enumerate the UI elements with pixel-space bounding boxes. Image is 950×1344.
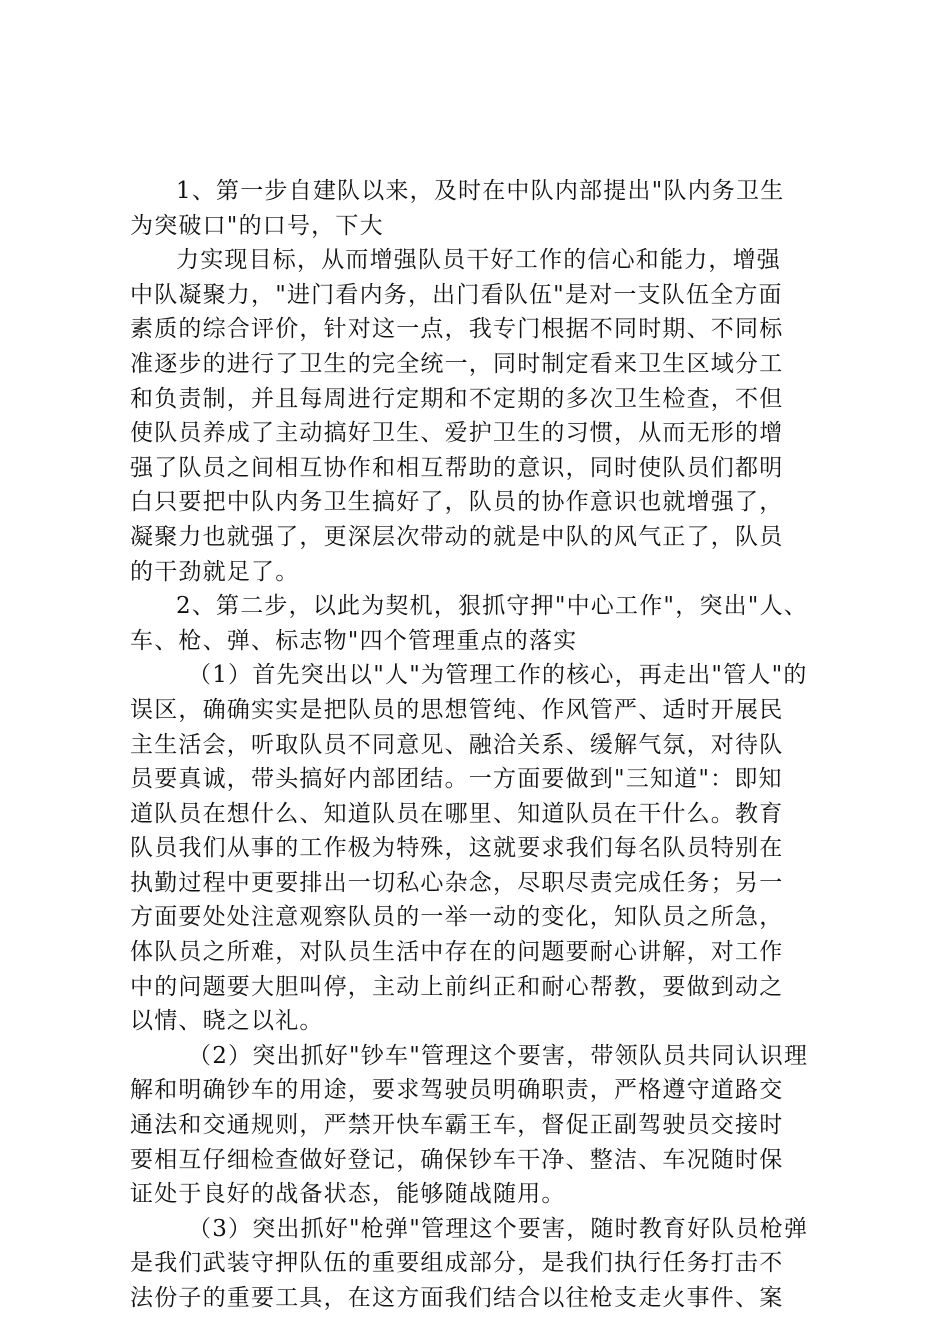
- text-line: 队员我们从事的工作极为特殊，这就要求我们每名队员特别在: [130, 835, 784, 862]
- text-line: 方面要处处注意观察队员的一举一动的变化，知队员之所急，: [130, 904, 784, 931]
- text-line: 中的问题要大胆叫停，主动上前纠正和耐心帮教，要做到动之: [130, 973, 784, 1000]
- text-line: 强了队员之间相互协作和相互帮助的意识，同时使队员们都明: [130, 454, 784, 481]
- text-line: （2）突出抓好"钞车"管理这个要害，带领队员共同认识理: [188, 1042, 809, 1069]
- text-line: 通法和交通规则，严禁开快车霸王车，督促正副驾驶员交接时: [130, 1112, 784, 1139]
- text-line: 和负责制，并且每周进行定期和不定期的多次卫生检查，不但: [130, 385, 784, 412]
- text-line: 误区，确确实实是把队员的思想管纯、作风管严、适时开展民: [130, 696, 784, 723]
- text-line: 使队员养成了主动搞好卫生、爱护卫生的习惯，从而无形的增: [130, 420, 784, 447]
- text-line: 证处于良好的战备状态，能够随战随用。: [130, 1181, 566, 1208]
- text-line: 是我们武装守押队伍的重要组成部分，是我们执行任务打击不: [130, 1250, 784, 1277]
- text-line: 力实现目标，从而增强队员干好工作的信心和能力，增强: [176, 247, 781, 274]
- text-line: 体队员之所难，对队员生活中存在的问题要耐心讲解，对工作: [130, 939, 784, 966]
- text-line: 的干劲就足了。: [130, 558, 300, 585]
- text-line: 准逐步的进行了卫生的完全统一，同时制定看来卫生区域分工: [130, 350, 784, 377]
- text-line: 法份子的重要工具，在这方面我们结合以往枪支走火事件、案: [130, 1285, 784, 1311]
- text-line: （3）突出抓好"枪弹"管理这个要害，随时教育好队员枪弹: [188, 1215, 809, 1242]
- body-text: [130, 174, 835, 1316]
- text-line: 素质的综合评价，针对这一点，我专门根据不同时期、不同标: [130, 316, 784, 343]
- text-line: 2、第二步，以此为契机，狠抓守押"中心工作"，突出"人、: [176, 593, 808, 620]
- text-line: 车、枪、弹、标志物"四个管理重点的落实: [130, 627, 578, 654]
- text-line: 1、第一步自建队以来，及时在中队内部提出"队内务卫生: [176, 178, 785, 204]
- text-line: 为突破口"的口号，下大: [130, 212, 384, 239]
- text-line: 以情、晓之以礼。: [130, 1008, 324, 1035]
- text-line: 解和明确钞车的用途，要求驾驶员明确职责，严格遵守道路交: [130, 1077, 784, 1104]
- text-line: 执勤过程中更要排出一切私心杂念，尽职尽责完成任务；另一: [130, 869, 784, 896]
- text-line: 要相互仔细检查做好登记，确保钞车干净、整洁、车况随时保: [130, 1146, 784, 1173]
- text-line: 凝聚力也就强了，更深层次带动的就是中队的风气正了，队员: [130, 523, 784, 550]
- text-line: （1）首先突出以"人"为管理工作的核心，再走出"管人"的: [188, 662, 808, 689]
- text-line: 道队员在想什么、知道队员在哪里、知道队员在干什么。教育: [130, 800, 784, 827]
- text-line: 中队凝聚力，"进门看内务，出门看队伍"是对一支队伍全方面: [130, 281, 783, 308]
- text-line: 白只要把中队内务卫生搞好了，队员的协作意识也就增强了，: [130, 489, 784, 516]
- text-line: 员要真诚，带头搞好内部团结。一方面要做到"三知道"：即知: [130, 766, 783, 793]
- text-line: 主生活会，听取队员不同意见、融洽关系、缓解气氛，对待队: [130, 731, 784, 758]
